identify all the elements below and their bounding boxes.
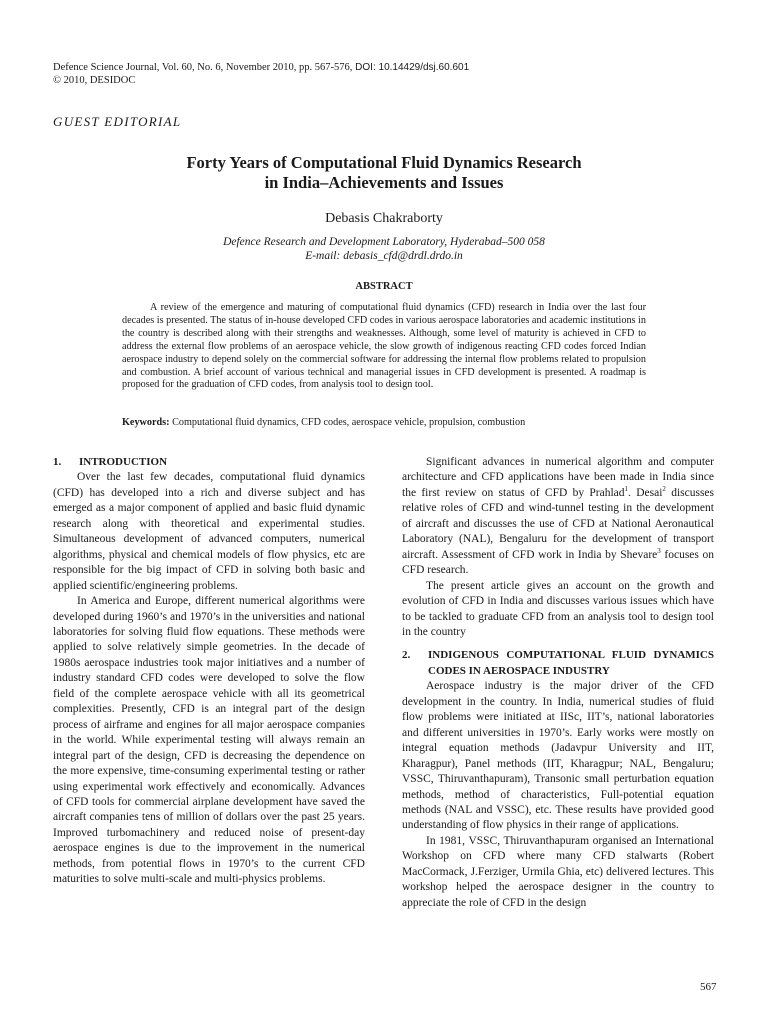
copyright-line: © 2010, DESIDOC <box>53 75 136 86</box>
journal-line: Defence Science Journal, Vol. 60, No. 6, November 2010, pp. 567-576, <box>53 62 353 73</box>
abstract-heading: ABSTRACT <box>355 281 413 292</box>
section-title: INTRODUCTION <box>79 456 168 468</box>
affiliation-line: Defence Research and Development Laboratory, Hyderabad–500 058 <box>223 236 545 248</box>
text-run: . Desai <box>628 486 663 499</box>
journal-citation <box>53 61 469 74</box>
paragraph: Over the last few decades, computational fluid dynamics (CFD) has developed into a rich and diverse subject and has emerged as a major component of applied and basic fluid dynamic research along with theoretical and experimental studies. Simultaneous development of advanced computers, numerical algorithms, physical and chemical models of flow physics, etc are responsible for the big impact of CFD in solving both basic and applied scientific/engineering problems. <box>53 471 365 592</box>
keywords-label: Keywords: <box>122 417 170 428</box>
page-number: 567 <box>700 981 717 993</box>
right-column <box>402 455 714 911</box>
paragraph <box>402 455 714 579</box>
section-title: INDIGENOUS COMPUTATIONAL FLUID DYNAMICS CODES IN AEROSPACE INDUSTRY <box>428 649 714 677</box>
affiliation <box>100 235 668 263</box>
text-run: Significant advances in numerical algorithm and computer architecture and CFD applications have been made in India since the first review on status of CFD by Prahlad <box>402 456 714 499</box>
text-run: focuses on CFD research. <box>402 548 714 577</box>
citation-ref[interactable]: 1 <box>624 485 629 494</box>
spacer <box>402 640 714 648</box>
title-line-1: Forty Years of Computational Fluid Dynamics Research <box>186 153 582 172</box>
paragraph: Aerospace industry is the major driver of the CFD development in the country. In India, numerical studies of fluid flow problems were initiated at IISc, IIT’s, national laboratories and different universities in 1970’s. Early works were mostly on integral equation methods (Jadavpur University and IIT, Kharagpur), Panel methods (IIT, Kharagpur; NAL, Bengaluru; VSSC, Thiruvanthapuram), Transonic small perturbation equation methods, method of characteristics, Full-potential equation methods (NAL and VSSC), etc. These results have provided good understanding of flow physics in their range of applications. <box>402 680 714 832</box>
section-number: 1. <box>53 456 62 468</box>
article-title <box>100 153 668 193</box>
title-line-2: in India–Achievements and Issues <box>264 173 504 192</box>
citation-ref[interactable]: 2 <box>662 485 666 494</box>
section-2-heading <box>402 648 714 679</box>
section-label: GUEST EDITORIAL <box>53 114 182 129</box>
left-column <box>53 455 365 888</box>
paragraph: In America and Europe, different numerical algorithms were developed during 1960’s and 1970’s in the universities and national laboratories for solving fluid flow equations. These methods were applied to solve relatively simple geometries. In the decade of 1980s aerospace industries took major initiatives and a number of industry standard CFD codes were developed to solve the flow field of the complete aerospace vehicle with all its geometrical complexities. Presently, CFD is an integral part of the design process of airframe and engines for all major aerospace companies in the world. While experimental testing will always remain an integral part of the design, CFD is decreasing the dependence on the more expensive, time-consuming experimental testing or rather using experimental work effectively and economically. Advances of CFD tools for commercial airplane development have saved the aircraft companies tens of million of dollars over the past 25 years. Improved turbomachinery and reduced noise of present-day aerospace engines is due to the improvement in the numerical methods, from potential flows in 1970’s to the current CFD maturities to solve multi-scale and multi-physics problems. <box>53 595 365 886</box>
paragraph: The present article gives an account on the growth and evolution of CFD in India and discusses various issues which have to be tackled to graduate CFD from an analysis tool to design tool in the country <box>402 579 714 638</box>
text-run: discusses relative roles of CFD and wind-tunnel testing in the development of aircraft and discusses the use of CFD at National Aeronautical Laboratory (NAL), Bengaluru for the development of transport aircraft. Assessment of CFD work in India by Shevare <box>402 486 714 561</box>
keywords <box>122 416 646 429</box>
citation-ref[interactable]: 3 <box>657 546 661 555</box>
author-name: Debasis Chakraborty <box>325 211 443 226</box>
paragraph: In 1981, VSSC, Thiruvanthapuram organised an International Workshop on CFD where many CFD stalwarts (Robert MacCormack, J.Ferziger, Urmila Ghia, etc) delivered lectures. This workshop helped the aerospace designer in the country to appreciate the role of CFD in the design <box>402 834 714 909</box>
keywords-text: Computational fluid dynamics, CFD codes, aerospace vehicle, propulsion, combustion <box>169 417 526 428</box>
section-number: 2. <box>402 649 411 662</box>
author-email[interactable]: E-mail: debasis_cfd@drdl.drdo.in <box>305 250 463 262</box>
doi-link[interactable]: DOI: 10.14429/dsj.60.601 <box>352 62 470 73</box>
abstract-text: A review of the emergence and maturing of computational fluid dynamics (CFD) research in India over the last four decades is presented. The status of in-house developed CFD codes in various aerospace laboratories and academic institutions in the country is described along with their strengths and weaknesses. Although, some level of maturity is achieved in CFD to address the external flow problems of an aerospace vehicle, the slow growth of indigenous reacting CFD codes forced Indian aerospace industry to depend solely on the commercial software for addressing the internal flow problems related to propulsion and combustion. A brief account of various technical and managerial issues in CFD development is presented. A roadmap is proposed for the graduation of CFD codes, from analysis tool to design tool. <box>122 302 646 391</box>
section-1-heading <box>53 455 365 470</box>
journal-header <box>53 61 469 87</box>
